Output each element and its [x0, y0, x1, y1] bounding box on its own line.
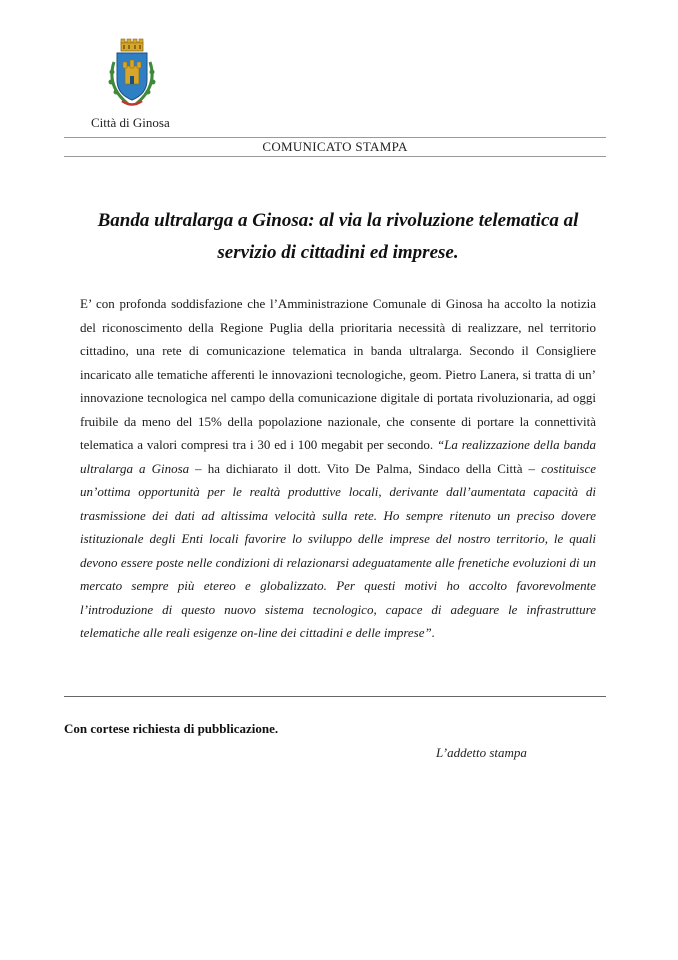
- section-label: COMUNICATO STAMPA: [262, 139, 408, 154]
- footer-divider: [64, 696, 606, 697]
- body-paragraph-intro: E’ con profonda soddisfazione che l’Amministrazione Comunale di Ginosa ha accolto la notizia del riconoscimento della Regione Puglia della prioritaria necessità di realizzare, nel territorio cittadino, una rete di comunicazione telematica in banda ultralarga. Secondo il Consigliere incaricato alle tematiche afferenti le innovazioni tecnologiche, geom. Pietro Lanera, si tratta di un’ innovazione tecnologica nel campo della comunicazione digitale di portata rivoluzionaria, ad oggi fruibile da meno del 15% della popolazione nazionale, che consente di portare la connettività telematica a valori compresi tra i 30 ed i 100 megabit per secondo.: [80, 296, 596, 452]
- city-name: Città di Ginosa: [91, 115, 170, 130]
- header-top-divider: [64, 137, 606, 138]
- body-attribution: – ha dichiarato il dott. Vito De Palma, Sindaco della Città –: [195, 460, 536, 476]
- ginosa-coat-of-arms-icon: [104, 38, 160, 110]
- article-title: [80, 205, 596, 269]
- quote-opening: “La realizzazione della banda ultralarga a Ginosa: [80, 437, 596, 476]
- quote-body: costituisce un’ottima opportunità per le realtà produttive locali, derivante dall’aumentata capacità di trasmissione dei dati ad altissima velocità sulla rete. Ho sempre ritenuto un preciso dovere istituzionale degli Enti locali favorire lo sviluppo delle imprese del nostro territorio, le quali devono essere poste nelle condizioni di relazionarsi adeguatamente alle frenetiche evoluzioni di un mercato sempre più etereo e globalizzato. Per questi motivi ho accolto favorevolmente l’introduzione di questo nuovo sistema tecnologico, capace di adeguare le infrastrutture telematiche alle reali esigenze on-line dei cittadini e delle imprese”.: [80, 460, 596, 640]
- title-line-1: Banda ultralarga a Ginosa: al via la rivoluzione telematica al: [97, 210, 579, 231]
- publication-request: Con cortese richiesta di pubblicazione.: [64, 721, 279, 736]
- article-body: [80, 292, 596, 645]
- title-line-2: servizio di cittadini ed imprese.: [217, 242, 459, 263]
- press-officer-signature: L’addetto stampa: [436, 745, 527, 760]
- header-bottom-divider: [64, 156, 606, 157]
